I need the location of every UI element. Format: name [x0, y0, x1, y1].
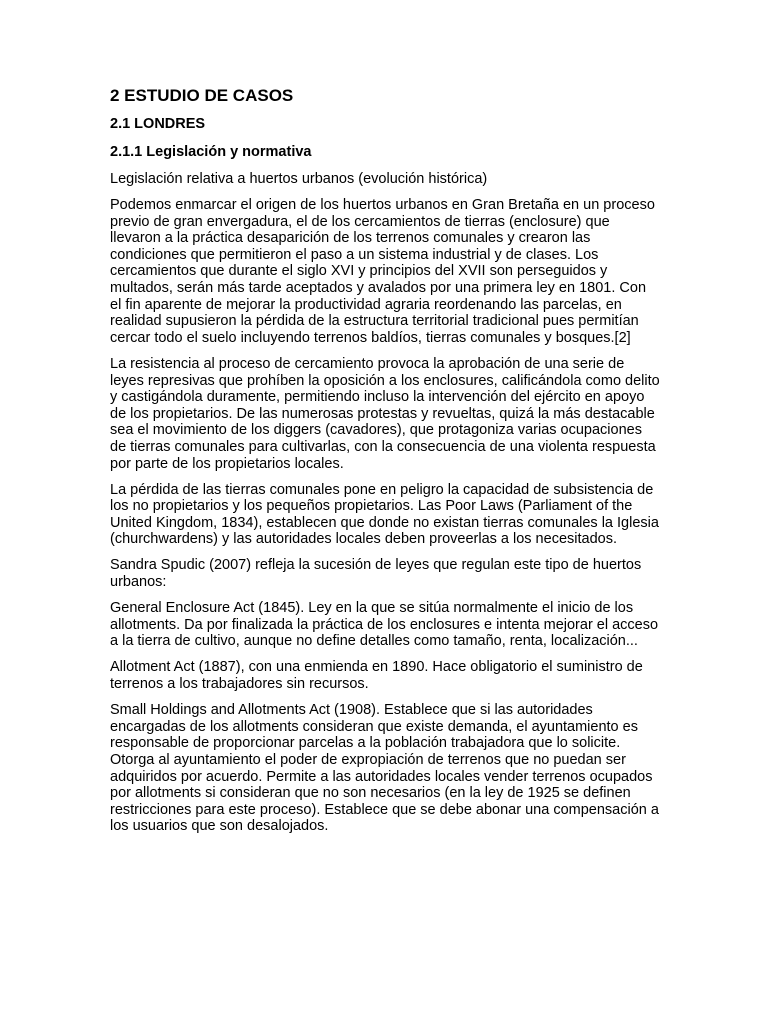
- paragraph-spudic: Sandra Spudic (2007) refleja la sucesión de leyes que regulan este tipo de huertos urbanos:: [110, 557, 642, 591]
- paragraph-allotment-act: Allotment Act (1887), con una enmienda en 1890. Hace obligatorio el suministro de terrenos a los trabajadores sin recursos.: [110, 659, 643, 693]
- paragraph-loss: La pérdida de las tierras comunales pone en peligro la capacidad de subsistencia de los no propietarios y los pequeños propietarios. Las Poor Laws (Parliament of the United Kingdom, 1834), establecen que donde no existan tierras comunales la Iglesia (churchwardens) y las autoridades locales deben proveerlas a los necesitados.: [110, 481, 659, 548]
- paragraph-small-holdings: Small Holdings and Allotments Act (1908). Establece que si las autoridades encargadas de los allotments consideran que existe demanda, el ayuntamiento es responsable de proporcionar parcelas a la población trabajadora que lo solicite. Otorga al ayuntamiento el poder de expropiación de terrenos que no puedan ser adquiridos por acuerdo. Permite a las autoridades locales vender terrenos ocupados por allotments si consideran que no son necesarios (en la ley de 1925 se definen restricciones para este proceso). Establece que se debe abonar una compensación a los usuarios que son desalojados.: [110, 702, 659, 835]
- heading-main: 2 ESTUDIO DE CASOS: [110, 86, 294, 105]
- paragraph-origin: Podemos enmarcar el origen de los huertos urbanos en Gran Bretaña en un proceso previo de gran envergadura, el de los cercamientos de tierras (enclosure) que llevaron a la práctica desaparición de los terrenos comunales y crearon las condiciones que permitieron el paso a un sistema industrial y de clases. Los cercamientos que durante el siglo XVI y principios del XVII son perseguidos y multados, serán más tarde aceptados y avalados por una primera ley en 1801. Con el fin aparente de mejorar la productividad agraria reordenando las parcelas, en realidad supusieron la pérdida de la estructura territorial tradicional pues permitían cercar todo el suelo incluyendo terrenos baldíos, tierras comunales y bosques.[2]: [110, 197, 655, 346]
- document-page: [110, 86, 660, 844]
- paragraph-resistance: La resistencia al proceso de cercamiento provoca la aprobación de una serie de leyes represivas que prohíben la oposición a los enclosures, calificándola como delito y castigándola duramente, permitiendo incluso la intervención del ejército en apoyo de los propietarios. De las numerosas protestas y revueltas, quizá la más destacable sea el movimiento de los diggers (cavadores), que protagoniza varias ocupaciones de tierras comunales para cultivarlas, con la consecuencia de una violenta respuesta por parte de los propietarios locales.: [110, 355, 660, 472]
- heading-subsub: 2.1.1 Legislación y normativa: [110, 144, 312, 160]
- paragraph-general-enclosure: General Enclosure Act (1845). Ley en la que se sitúa normalmente el inicio de los allotments. Da por finalizada la práctica de los enclosures e intenta mejorar el acceso a la tierra de cultivo, aunque no define detalles como tamaño, renta, localización...: [110, 600, 659, 650]
- heading-sub: 2.1 LONDRES: [110, 116, 206, 132]
- paragraph-intro-label: Legislación relativa a huertos urbanos (evolución histórica): [110, 171, 488, 187]
